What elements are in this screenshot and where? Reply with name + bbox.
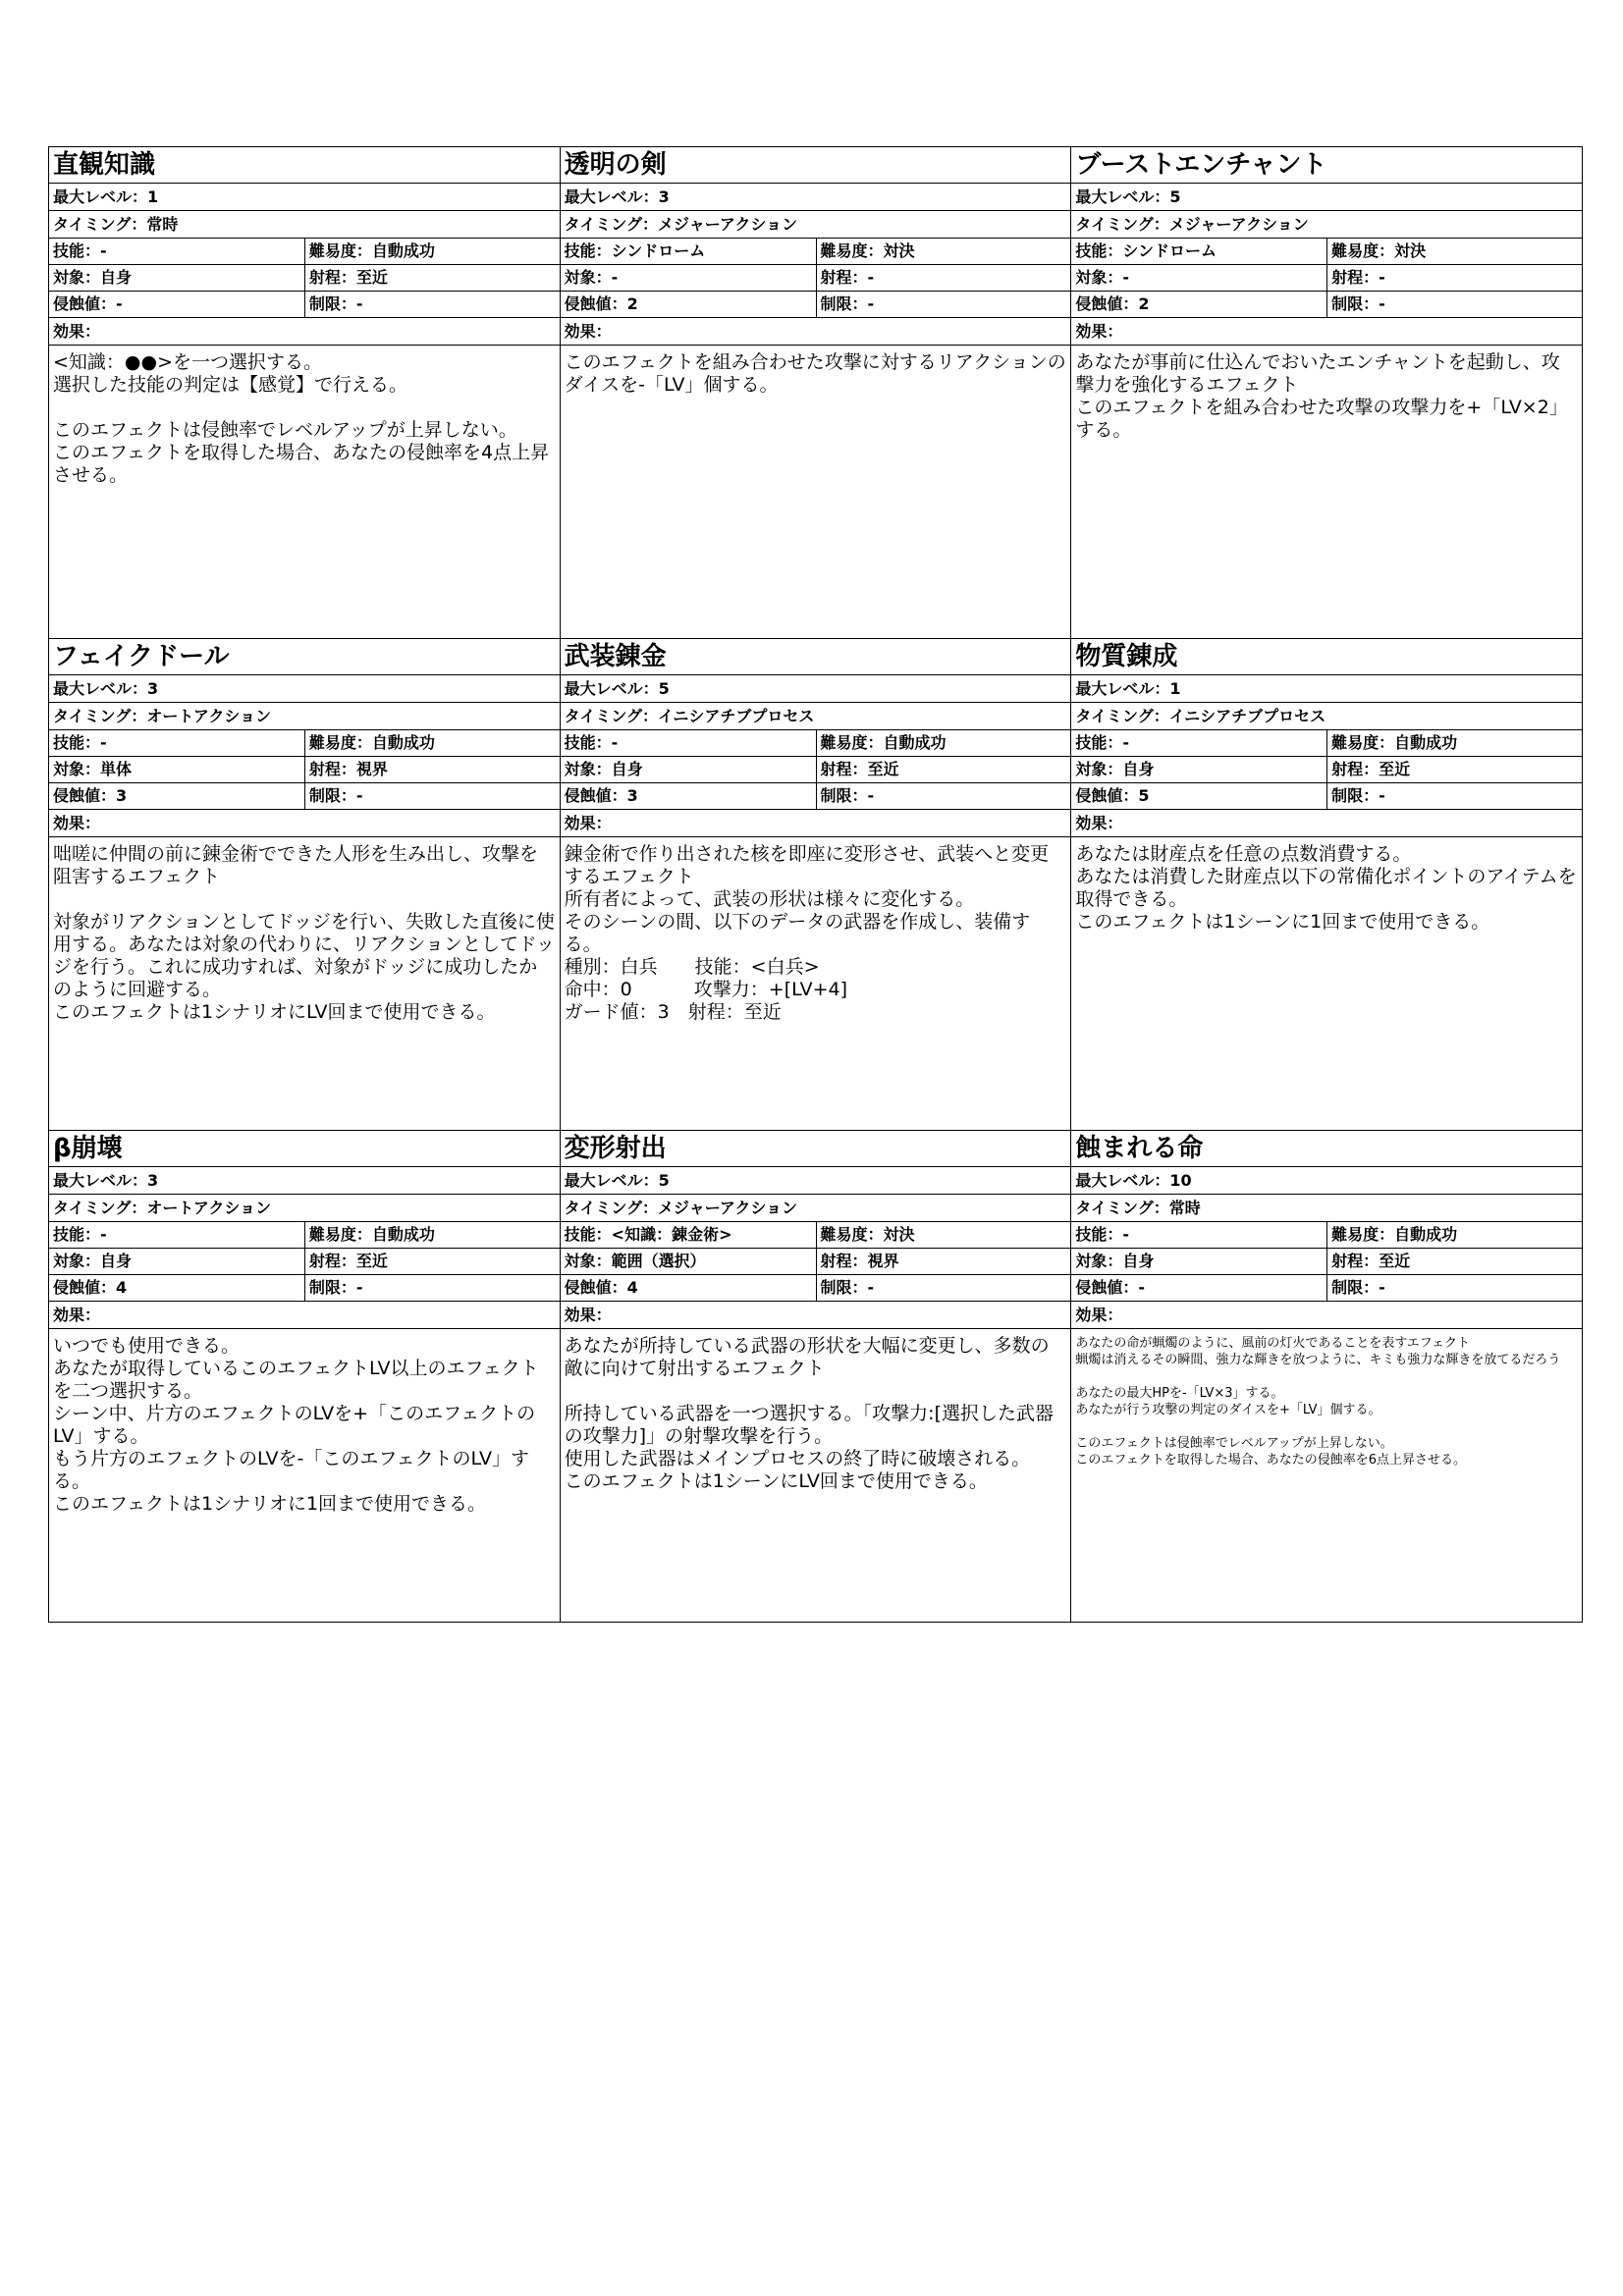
effect-label: 効果： [561,1302,1071,1329]
effect-label: 効果： [1071,318,1582,346]
effect-name: β崩壊 [49,1131,560,1167]
limit: 制限：- [1326,292,1582,317]
limit: 制限：- [304,783,560,809]
max-level: 最大レベル：10 [1071,1167,1582,1195]
target: 対象：- [1075,268,1129,287]
effect-text: 錬金術で作り出された核を即座に変形させ、武装へと変更するエフェクト 所有者によって、武装の形状は様々に変化する。 そのシーンの間、以下のデータの武器を作成し、装備する。 種別：白兵 技能：<白兵> 命中：0 攻撃力：+[LV+4] ガード値：3 射程：至近 [564,843,1050,1023]
max-level: 最大レベル：1 [49,184,560,211]
skill-difficulty-row [49,239,560,265]
difficulty: 難易度：対決 [816,239,1071,264]
effect-label: 効果： [1071,810,1582,837]
skill-difficulty-row [561,1222,1071,1249]
max-level: 最大レベル：5 [1071,184,1582,211]
erosion-limit-row [49,292,560,318]
effect-text: <知識：●●>を一つ選択する。 選択した技能の判定は【感覚】で行える。 このエフェクトは侵蝕率でレベルアップが上昇しない。 このエフェクトを取得した場合、あなたの侵蝕率を4点上昇させる。 [53,351,550,486]
target-range-row [561,265,1071,292]
effect-name: 武装錬金 [561,639,1071,675]
skill-difficulty-row [1071,730,1582,757]
range: 射程：至近 [304,265,560,291]
target: 対象：- [564,268,619,287]
target: 対象：自身 [53,1252,133,1270]
effect-card [49,639,561,1131]
difficulty: 難易度：自動成功 [1326,730,1582,756]
effect-card [49,147,561,639]
effect-label: 効果： [49,810,560,837]
erosion-limit-row [49,1275,560,1302]
range: 射程：視界 [304,757,560,782]
target-range-row [1071,757,1582,783]
effect-name: フェイクドール [49,639,560,675]
difficulty: 難易度：自動成功 [1326,1222,1582,1248]
difficulty: 難易度：自動成功 [816,730,1071,756]
skill-difficulty-row [561,239,1071,265]
erosion: 侵蝕値：- [1075,1278,1145,1297]
range: 射程：視界 [816,1249,1071,1274]
effect-text: あなたが所持している武器の形状を大幅に変更し、多数の敵に向けて射出するエフェクト 所持している武器を一つ選択する。「攻撃力:[選択した武器の攻撃力]」の射撃攻撃を行う。 使用した武器はメインプロセスの終了時に破壊される。 このエフェクトは1シーンにLV回まで使用できる。 [564,1335,1054,1492]
target: 対象：単体 [53,760,133,778]
difficulty: 難易度：自動成功 [304,730,560,756]
skill: 技能：- [53,241,107,260]
range: 射程：- [1326,265,1582,291]
difficulty: 難易度：対決 [1326,239,1582,264]
difficulty: 難易度：自動成功 [304,1222,560,1248]
target-range-row [1071,1249,1582,1275]
limit: 制限：- [1326,783,1582,809]
target-range-row [561,1249,1071,1275]
target-range-row [49,1249,560,1275]
effect-card-sheet [48,146,1583,1623]
target-range-row [49,757,560,783]
erosion: 侵蝕値：4 [564,1278,638,1297]
erosion: 侵蝕値：4 [53,1278,128,1297]
target-range-row [49,265,560,292]
effect-name: 変形射出 [561,1131,1071,1167]
effect-name: ブーストエンチャント [1071,147,1582,184]
range: 射程：- [816,265,1071,291]
timing: タイミング：イニシアチブプロセス [561,703,1071,730]
effect-text: あなたの命が蝋燭のように、風前の灯火であることを表すエフェクト 蝋燭は消えるその瞬間、強力な輝きを放つように、キミも強力な輝きを放てるだろう あなたの最大HPを-「LV×3」する。 あなたが行う攻撃の判定のダイスを+「LV」個する。 このエフェクトは侵蝕率でレベルアップが上昇しない。 このエフェクトを取得した場合、あなたの侵蝕率を6点上昇させる。 [1075,1336,1561,1468]
difficulty: 難易度：対決 [816,1222,1071,1248]
card-row [49,639,1583,1131]
range: 射程：至近 [1326,757,1582,782]
timing: タイミング：メジャーアクション [1071,211,1582,239]
skill: 技能：- [1075,733,1129,752]
effect-label: 効果： [49,318,560,346]
card-row [49,1131,1583,1623]
erosion: 侵蝕値：2 [564,294,638,313]
timing: タイミング：常時 [49,211,560,239]
skill-difficulty-row [561,730,1071,757]
skill-difficulty-row [49,730,560,757]
effect-card [561,1131,1072,1623]
effect-card [561,147,1072,639]
effect-text: 咄嗟に仲間の前に錬金術でできた人形を生み出し、攻撃を阻害するエフェクト 対象がリアクションとしてドッジを行い、失敗した直後に使用する。あなたは対象の代わりに、リアクションとしてドッジを行う。これに成功すれば、対象がドッジに成功したかのように回避する。 このエフェクトは1シナリオにLV回まで使用できる。 [53,843,555,1023]
skill: 技能：<知識：錬金術> [564,1225,732,1244]
difficulty: 難易度：自動成功 [304,239,560,264]
skill: 技能：シンドローム [1075,241,1217,260]
target: 対象：自身 [1075,1252,1155,1270]
skill-difficulty-row [1071,1222,1582,1249]
effect-label: 効果： [561,318,1071,346]
effect-name: 直観知識 [49,147,560,184]
max-level: 最大レベル：5 [561,675,1071,703]
limit: 制限：- [816,1275,1071,1301]
effect-card [1071,1131,1583,1623]
timing: タイミング：メジャーアクション [561,1195,1071,1222]
timing: タイミング：メジャーアクション [561,211,1071,239]
erosion: 侵蝕値：- [53,294,123,313]
timing: タイミング：常時 [1071,1195,1582,1222]
skill: 技能：- [53,733,107,752]
effect-text: このエフェクトを組み合わせた攻撃に対するリアクションのダイスを-「LV」個する。 [564,351,1066,396]
erosion-limit-row [1071,783,1582,810]
erosion-limit-row [49,783,560,810]
timing: タイミング：オートアクション [49,1195,560,1222]
timing: タイミング：オートアクション [49,703,560,730]
erosion: 侵蝕値：3 [53,786,128,805]
skill: 技能：- [1075,1225,1129,1244]
effect-text: あなたは財産点を任意の点数消費する。 あなたは消費した財産点以下の常備化ポイントのアイテムを取得できる。 このエフェクトは1シーンに1回まで使用できる。 [1075,843,1577,933]
skill: 技能：シンドローム [564,241,706,260]
effect-name: 透明の剣 [561,147,1071,184]
skill-difficulty-row [49,1222,560,1249]
max-level: 最大レベル：3 [49,1167,560,1195]
range: 射程：至近 [816,757,1071,782]
skill: 技能：- [564,733,619,752]
range: 射程：至近 [304,1249,560,1274]
erosion-limit-row [1071,1275,1582,1302]
erosion: 侵蝕値：3 [564,786,638,805]
limit: 制限：- [1326,1275,1582,1301]
effect-label: 効果： [1071,1302,1582,1329]
card-row [49,147,1583,639]
max-level: 最大レベル：3 [49,675,560,703]
target-range-row [561,757,1071,783]
limit: 制限：- [816,783,1071,809]
limit: 制限：- [816,292,1071,317]
effect-text: あなたが事前に仕込んでおいたエンチャントを起動し、攻撃力を強化するエフェクト このエフェクトを組み合わせた攻撃の攻撃力を+「LV×2」する。 [1075,351,1568,441]
timing: タイミング：イニシアチブプロセス [1071,703,1582,730]
limit: 制限：- [304,1275,560,1301]
effect-name: 物質錬成 [1071,639,1582,675]
effect-text: いつでも使用できる。 あなたが取得しているこのエフェクトLV以上のエフェクトを二つ選択する。 シーン中、片方のエフェクトのLVを+「このエフェクトのLV」する。 もう片方のエフェクトのLVを-「このエフェクトのLV」する。 このエフェクトは1シナリオに1回まで使用できる。 [53,1335,539,1515]
target: 対象：範囲（選択） [564,1252,706,1270]
erosion: 侵蝕値：2 [1075,294,1150,313]
target: 対象：自身 [53,268,133,287]
erosion-limit-row [561,1275,1071,1302]
effect-label: 効果： [49,1302,560,1329]
erosion-limit-row [1071,292,1582,318]
limit: 制限：- [304,292,560,317]
target: 対象：自身 [564,760,643,778]
effect-card [1071,639,1583,1131]
skill: 技能：- [53,1225,107,1244]
effect-card [1071,147,1583,639]
target-range-row [1071,265,1582,292]
skill-difficulty-row [1071,239,1582,265]
effect-card [49,1131,561,1623]
max-level: 最大レベル：1 [1071,675,1582,703]
erosion: 侵蝕値：5 [1075,786,1150,805]
max-level: 最大レベル：5 [561,1167,1071,1195]
effect-label: 効果： [561,810,1071,837]
erosion-limit-row [561,783,1071,810]
effect-card [561,639,1072,1131]
erosion-limit-row [561,292,1071,318]
range: 射程：至近 [1326,1249,1582,1274]
target: 対象：自身 [1075,760,1155,778]
max-level: 最大レベル：3 [561,184,1071,211]
effect-name: 蝕まれる命 [1071,1131,1582,1167]
